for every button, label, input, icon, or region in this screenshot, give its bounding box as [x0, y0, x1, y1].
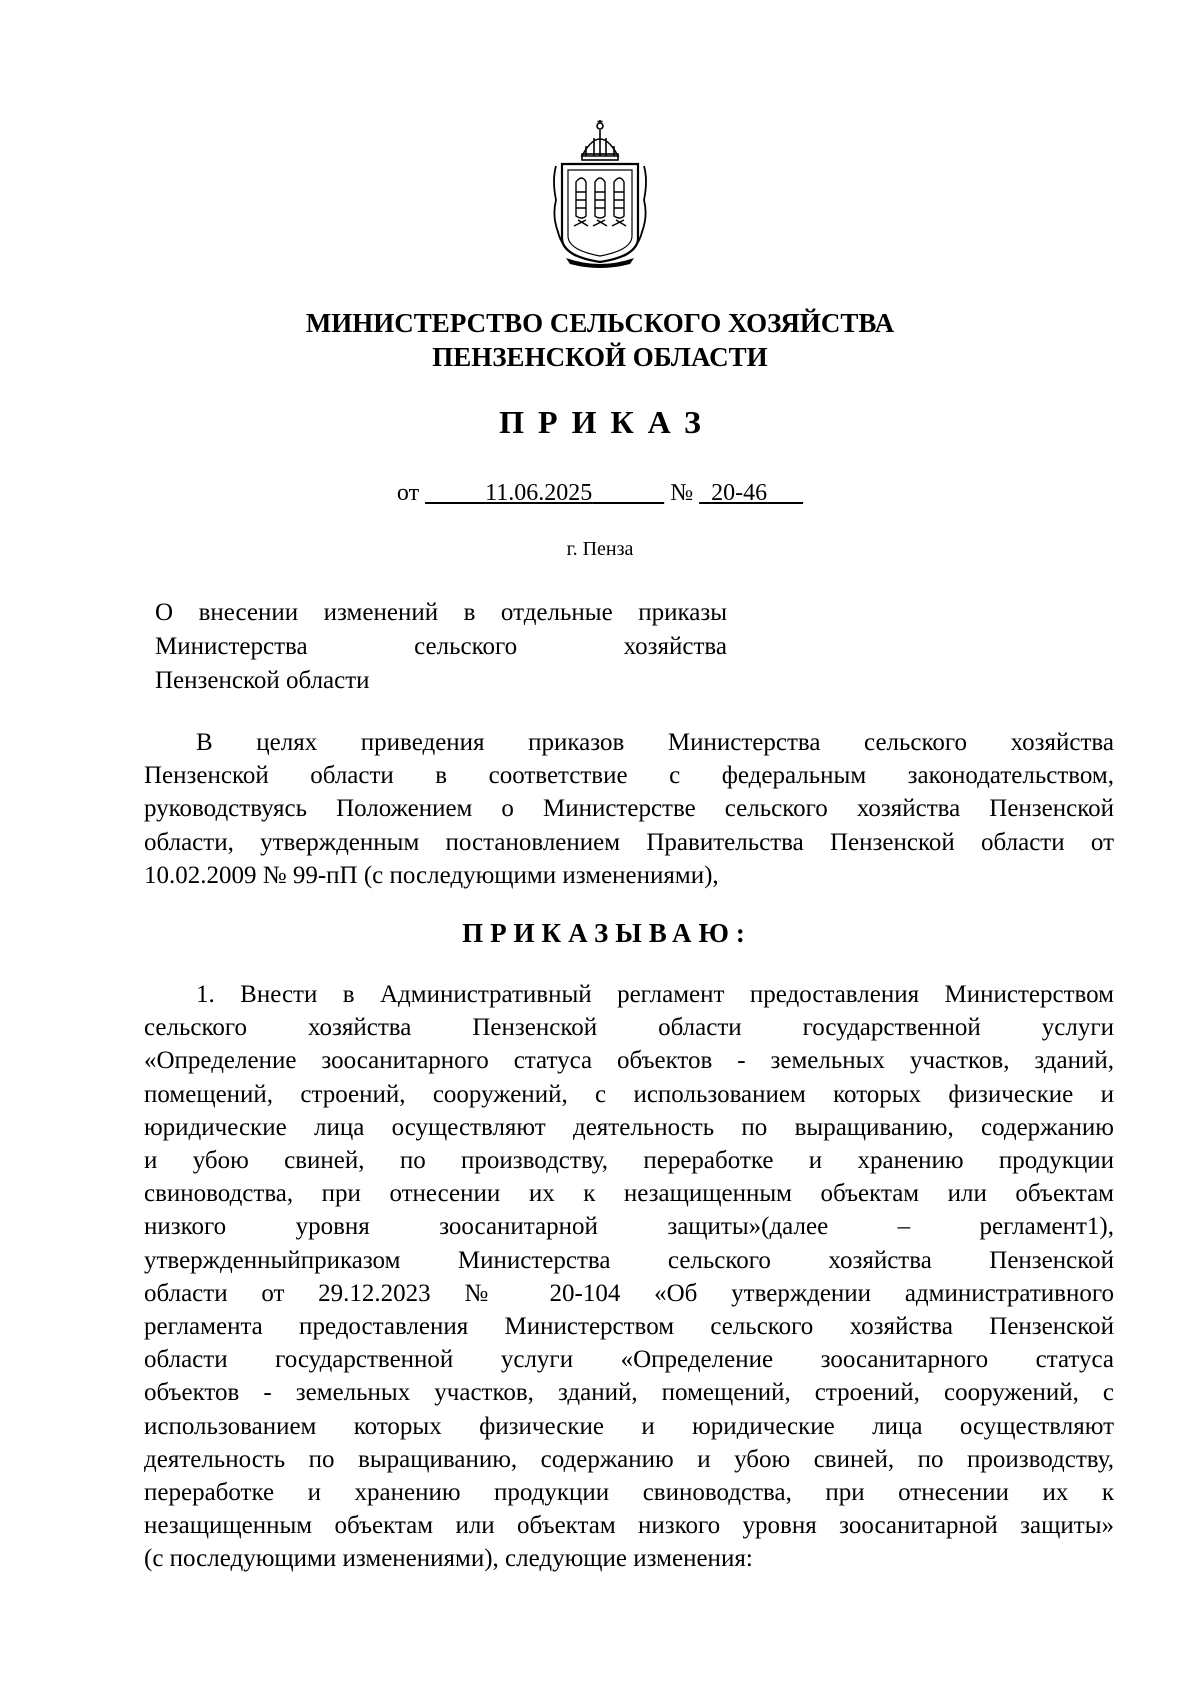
- item-line: переработке и хранению продукции свиноводства, при отнесении их к: [144, 1479, 1114, 1507]
- document-number: 20-46: [711, 480, 768, 506]
- item-line: свиноводства, при отнесении их к незащищенным объектам или объектам: [144, 1180, 1114, 1208]
- preamble-line: Пензенской области в соответствие с федеральным законодательством,: [144, 762, 1114, 790]
- preamble-paragraph: [144, 726, 1114, 892]
- ministry-line-2: ПЕНЗЕНСКОЙ ОБЛАСТИ: [432, 342, 768, 372]
- order-directive-heading: ПРИКАЗЫВАЮ:: [462, 918, 752, 948]
- ministry-name: [0, 306, 1200, 374]
- number-underline-right: [767, 480, 803, 506]
- item-line: использованием которых физические и юридические лица осуществляют: [144, 1412, 1114, 1440]
- number-prefix: №: [670, 480, 694, 506]
- preamble-line: руководствуясь Положением о Министерстве сельского хозяйства Пензенской: [144, 795, 1114, 823]
- date-prefix: от: [396, 480, 420, 506]
- item-line: (с последующими изменениями), следующие изменения:: [144, 1545, 753, 1573]
- item-line: регламента предоставления Министерством сельского хозяйства Пензенской: [144, 1313, 1114, 1341]
- number-underline-left: [699, 480, 711, 506]
- issue-city: г. Пенза: [566, 538, 634, 560]
- preamble-line: области, утвержденным постановлением Правительства Пензенской области от: [144, 828, 1114, 856]
- item-line: области от 29.12.2023 № 20-104 «Об утверждении административного: [144, 1279, 1114, 1307]
- item-line: объектов - земельных участков, зданий, помещений, строений, сооружений, с: [144, 1379, 1114, 1407]
- date-underline-left: [425, 480, 485, 506]
- item-line: сельского хозяйства Пензенской области государственной услуги: [144, 1014, 1114, 1042]
- preamble-line: 10.02.2009 № 99-пП (с последующими изменениями),: [144, 861, 719, 889]
- item-line: низкого уровня зоосанитарной защиты»(далее – регламент1),: [144, 1213, 1114, 1241]
- document-type-title: ПРИКАЗ: [499, 404, 715, 440]
- coat-of-arms-emblem: [552, 120, 648, 268]
- subject-line: О внесении изменений в отдельные приказы: [155, 599, 727, 626]
- preamble-line: В целях приведения приказов Министерства сельского хозяйства: [196, 729, 1114, 756]
- item-line: области государственной услуги «Определение зоосанитарного статуса: [144, 1346, 1114, 1374]
- date-underline-right: [592, 480, 664, 506]
- item-line: и убою свиней, по производству, переработке и хранению продукции: [144, 1147, 1114, 1175]
- item-line: юридические лица осуществляют деятельность по выращиванию, содержанию: [144, 1113, 1114, 1141]
- item-line: утвержденныйприказом Министерства сельского хозяйства Пензенской: [144, 1246, 1114, 1274]
- item-line: деятельность по выращиванию, содержанию и убою свиней, по производству,: [144, 1445, 1114, 1473]
- order-item-1: [144, 978, 1114, 1576]
- ministry-line-1: МИНИСТЕРСТВО СЕЛЬСКОГО ХОЗЯЙСТВА: [305, 308, 895, 338]
- subject-line: Пензенской области: [155, 667, 370, 694]
- document-date: 11.06.2025: [485, 480, 593, 506]
- item-line: «Определение зоосанитарного статуса объектов - земельных участков, зданий,: [144, 1047, 1114, 1075]
- item-line: незащищенным объектам или объектам низкого уровня зоосанитарной защиты»: [144, 1512, 1114, 1540]
- document-subject: [155, 596, 727, 698]
- subject-line: Министерства сельского хозяйства: [155, 633, 727, 660]
- item-line: 1. Внести в Административный регламент предоставления Министерством: [196, 981, 1114, 1008]
- item-line: помещений, строений, сооружений, с использованием которых физические и: [144, 1080, 1114, 1108]
- date-number-line: [0, 480, 1200, 507]
